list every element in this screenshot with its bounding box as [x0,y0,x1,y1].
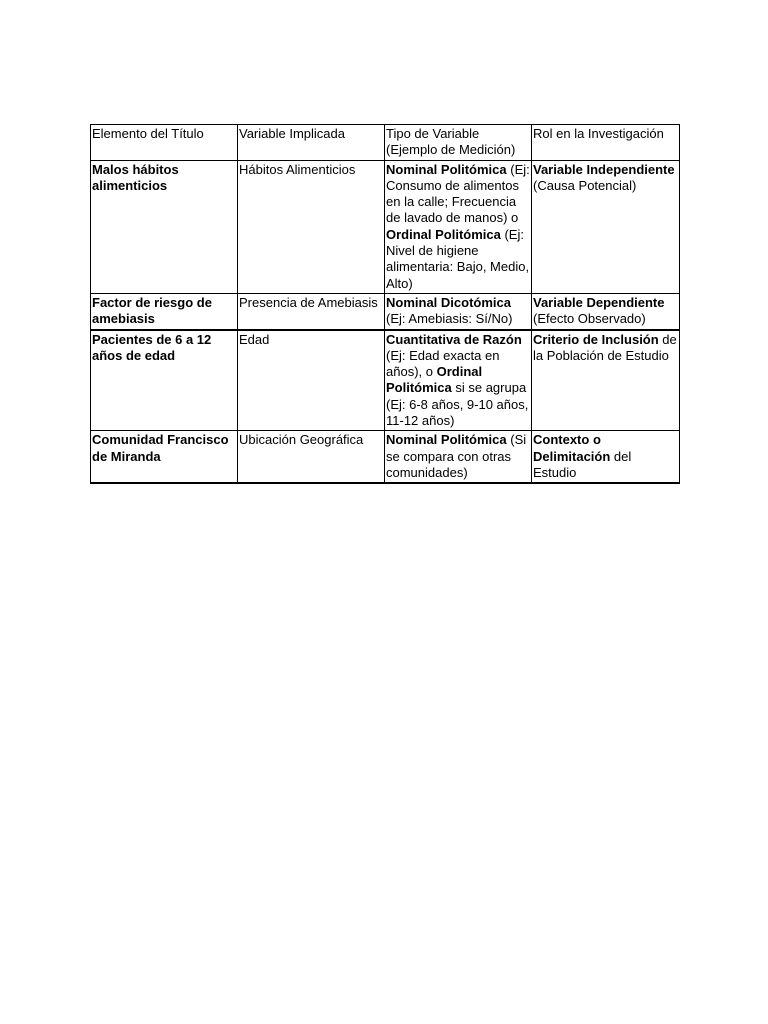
cell-element: Malos hábitos alimenticios [91,160,238,293]
table-row [91,160,680,293]
cell-variable: Edad [238,330,385,431]
cell-type: Nominal Politómica (Ej: Consumo de alimentos en la calle; Frecuencia de lavado de manos) o Ordinal Politómica (Ej: Nivel de higiene alimentaria: Bajo, Medio, Alto) [385,160,532,293]
cell-role: Contexto o Delimitación del Estudio [532,431,680,483]
header-variable: Variable Implicada [238,125,385,161]
cell-role: Variable Dependiente (Efecto Observado) [532,293,680,329]
cell-role: Criterio de Inclusión de la Población de Estudio [532,330,680,431]
cell-variable: Ubicación Geográfica [238,431,385,483]
cell-type: Nominal Dicotómica (Ej: Amebiasis: Sí/No) [385,293,532,329]
cell-role: Variable Independiente (Causa Potencial) [532,160,680,293]
table-header-row [91,125,680,161]
cell-variable: Presencia de Amebiasis [238,293,385,329]
cell-element: Pacientes de 6 a 12 años de edad [91,330,238,431]
header-role: Rol en la Investigación [532,125,680,161]
header-type: Tipo de Variable (Ejemplo de Medición) [385,125,532,161]
table-row [91,431,680,483]
table-row [91,293,680,329]
cell-type: Nominal Politómica (Si se compara con otras comunidades) [385,431,532,483]
header-element: Elemento del Título [91,125,238,161]
cell-element: Factor de riesgo de amebiasis [91,293,238,329]
variables-table [90,124,680,484]
cell-element: Comunidad Francisco de Miranda [91,431,238,483]
table-row [91,330,680,431]
cell-type: Cuantitativa de Razón (Ej: Edad exacta en años), o Ordinal Politómica si se agrupa (Ej: 6-8 años, 9-10 años, 11-12 años) [385,330,532,431]
cell-variable: Hábitos Alimenticios [238,160,385,293]
